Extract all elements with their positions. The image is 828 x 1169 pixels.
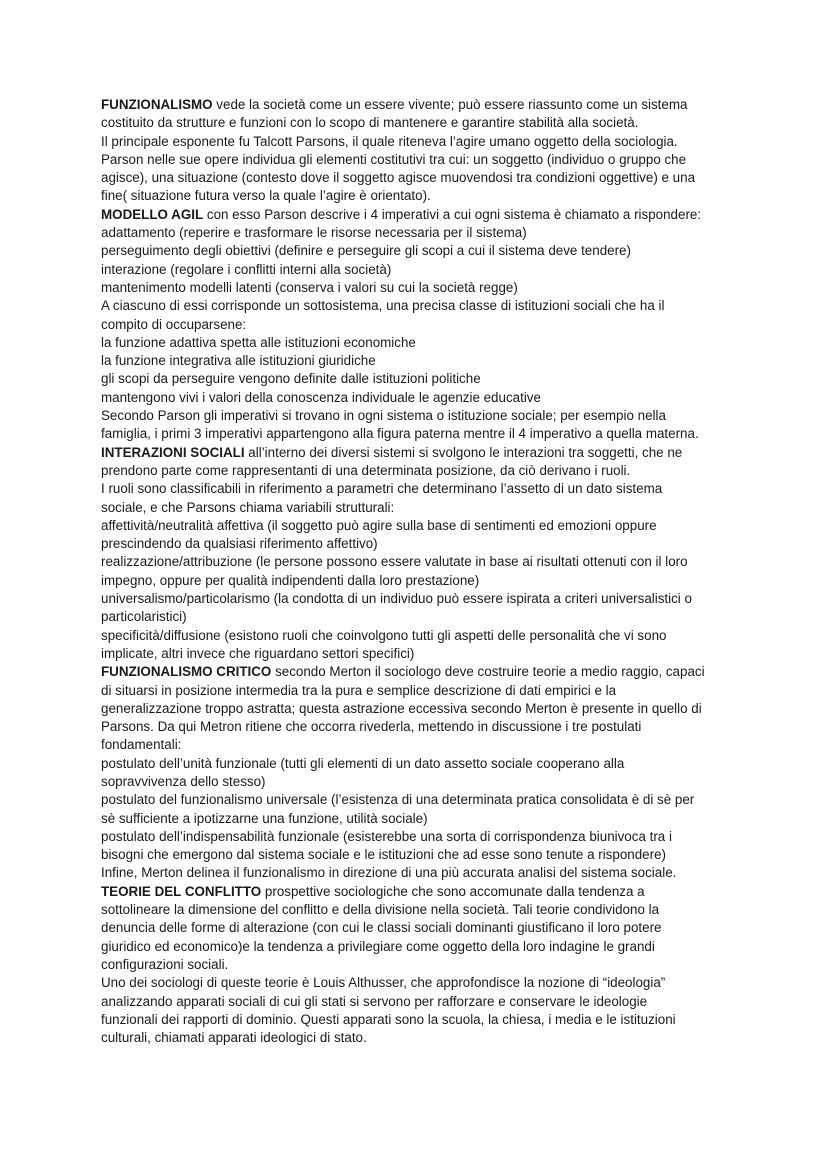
line-text: costituito da strutture e funzioni con lo scopo di mantenere e garantire stabilità alla società.	[101, 115, 639, 131]
text-line	[101, 389, 741, 407]
line-text: postulato dell’indispensabilità funzionale (esisterebbe una sorta di corrispondenza biunivoca tra i	[101, 828, 672, 844]
text-line	[101, 608, 741, 626]
text-line	[101, 791, 741, 809]
line-text: realizzazione/attribuzione (le persone possono essere valutate in base ai risultati ottenuti con il loro	[101, 554, 688, 570]
text-line	[101, 993, 741, 1011]
text-line	[101, 645, 741, 663]
text-line	[101, 572, 741, 590]
line-text: particolaristici)	[101, 609, 187, 625]
line-text: Uno dei sociologi di queste teorie è Louis Althusser, che approfondisce la nozione di “ideologia”	[101, 975, 666, 991]
text-line	[101, 224, 741, 242]
text-line	[101, 1029, 741, 1047]
text-line	[101, 956, 741, 974]
text-line	[101, 151, 741, 169]
line-text: affettività/neutralità affettiva (il soggetto può agire sulla base di sentimenti ed emozioni oppure	[101, 517, 657, 533]
text-line	[101, 755, 741, 773]
text-line	[101, 352, 741, 370]
text-line	[101, 462, 741, 480]
line-text: agisce), una situazione (contesto dove il soggetto agisce muovendosi tra condizioni oggettive) e una	[101, 170, 696, 186]
line-text: postulato dell’unità funzionale (tutti gli elementi di un dato assetto sociale cooperano alla	[101, 755, 625, 771]
line-text: denuncia delle forme di alterazione (con cui le classi sociali dominanti giustificano il loro potere	[101, 920, 662, 936]
line-text: configurazioni sociali.	[101, 956, 229, 972]
line-text: prendono parte come rappresentanti di una determinata posizione, da ciò derivano i ruoli.	[101, 462, 631, 478]
line-text: fine( situazione futura verso la quale l’agire è orientato).	[101, 188, 431, 204]
text-line	[101, 297, 741, 315]
text-line	[101, 206, 741, 224]
line-text: la funzione adattiva spetta alle istituzioni economiche	[101, 334, 416, 350]
text-line	[101, 316, 741, 334]
text-line	[101, 974, 741, 992]
line-text: perseguimento degli obiettivi (definire e perseguire gli scopi a cui il sistema deve tendere)	[101, 243, 631, 259]
line-text: Il principale esponente fu Talcott Parsons, il quale riteneva l’agire umano oggetto della sociologia.	[101, 133, 678, 149]
line-text: sottolineare la dimensione del conflitto e della divisione nella società. Tali teorie condividono la	[101, 902, 660, 918]
line-text: Secondo Parson gli imperativi si trovano in ogni sistema o istituzione sociale; per esempio nella	[101, 408, 666, 424]
line-text: analizzando apparati sociali di cui gli stati si servono per rafforzare e conservare le ideologie	[101, 993, 648, 1009]
line-text: postulato del funzionalismo universale (l’esistenza di una determinata pratica consolidata è di sè per	[101, 792, 695, 808]
line-text: impegno, oppure per qualità indipendenti dalla loro prestazione)	[101, 572, 480, 588]
text-line	[101, 1011, 741, 1029]
line-text: sè sufficiente a ipotizzarne una funzione, utilità sociale)	[101, 810, 428, 826]
text-line	[101, 242, 741, 260]
line-text: sociale, e che Parsons chiama variabili strutturali:	[101, 499, 395, 515]
text-line	[101, 425, 741, 443]
section-heading: MODELLO AGIL	[101, 206, 204, 222]
line-text: Infine, Merton delinea il funzionalismo in direzione di una più accurata analisi del sistema sociale.	[101, 865, 677, 881]
line-text: di situarsi in posizione intermedia tra la pura e semplice descrizione di dati empirici e la	[101, 682, 617, 698]
text-line	[101, 718, 741, 736]
line-text: secondo Merton il sociologo deve costruire teorie a medio raggio, capaci	[271, 664, 705, 680]
text-line	[101, 261, 741, 279]
line-text: specificità/diffusione (esistono ruoli che coinvolgono tutti gli aspetti delle personalità che vi sono	[101, 627, 667, 643]
text-line	[101, 590, 741, 608]
text-line	[101, 663, 741, 681]
text-line	[101, 627, 741, 645]
text-line	[101, 553, 741, 571]
line-text: con esso Parson descrive i 4 imperativi a cui ogni sistema è chiamato a rispondere:	[203, 206, 702, 222]
text-line	[101, 169, 741, 187]
text-line	[101, 901, 741, 919]
text-line	[101, 682, 741, 700]
text-line	[101, 114, 741, 132]
line-text: compito di occuparsene:	[101, 316, 247, 332]
line-text: generalizzazione troppo astratta; questa astrazione eccessiva secondo Merton è presente in quello di	[101, 700, 702, 716]
line-text: A ciascuno di essi corrisponde un sottosistema, una precisa classe di istituzioni sociali che ha il	[101, 298, 665, 314]
line-text: sopravvivenza dello stesso)	[101, 773, 266, 789]
text-line	[101, 846, 741, 864]
text-line	[101, 700, 741, 718]
section-heading: FUNZIONALISMO	[101, 97, 213, 112]
text-line	[101, 96, 741, 114]
line-text: fondamentali:	[101, 737, 182, 753]
text-line	[101, 133, 741, 151]
document-body	[101, 96, 741, 1047]
text-line	[101, 736, 741, 754]
text-line	[101, 828, 741, 846]
text-line	[101, 864, 741, 882]
line-text: famiglia, i primi 3 imperativi appartengono alla figura paterna mentre il 4 imperativo a quella materna.	[101, 426, 699, 442]
text-line	[101, 517, 741, 535]
text-line	[101, 499, 741, 517]
text-line	[101, 279, 741, 297]
line-text: gli scopi da perseguire vengono definite dalle istituzioni politiche	[101, 371, 481, 387]
line-text: interazione (regolare i conflitti interni alla società)	[101, 261, 392, 277]
section-heading: TEORIE DEL CONFLITTO	[101, 883, 262, 899]
line-text: universalismo/particolarismo (la condotta di un individuo può essere ispirata a criteri universalistici o	[101, 591, 692, 607]
text-line	[101, 407, 741, 425]
text-line	[101, 919, 741, 937]
line-text: Parsons. Da qui Metron ritiene che occorra rivederla, mettendo in discussione i tre postulati	[101, 719, 642, 735]
text-line	[101, 810, 741, 828]
line-text: vede la società come un essere vivente; può essere riassunto come un sistema	[212, 97, 688, 112]
line-text: giuridico ed economico)e la tendenza a privilegiare come oggetto della loro indagine le grandi	[101, 938, 655, 954]
text-line	[101, 535, 741, 553]
line-text: la funzione integrativa alle istituzioni giuridiche	[101, 353, 376, 369]
line-text: culturali, chiamati apparati ideologici di stato.	[101, 1030, 367, 1046]
text-line	[101, 370, 741, 388]
text-line	[101, 773, 741, 791]
text-line	[101, 883, 741, 901]
line-text: prescindendo da qualsiasi riferimento affettivo)	[101, 536, 378, 552]
text-line	[101, 938, 741, 956]
section-heading: FUNZIONALISMO CRITICO	[101, 664, 272, 680]
line-text: mantenimento modelli latenti (conserva i valori su cui la società regge)	[101, 279, 518, 295]
line-text: adattamento (reperire e trasformare le risorse necessaria per il sistema)	[101, 225, 527, 241]
line-text: all’interno dei diversi sistemi si svolgono le interazioni tra soggetti, che ne	[244, 444, 683, 460]
text-line	[101, 444, 741, 462]
line-text: mantengono vivi i valori della conoscenza individuale le agenzie educative	[101, 389, 541, 405]
text-line	[101, 480, 741, 498]
text-line	[101, 187, 741, 205]
line-text: I ruoli sono classificabili in riferimento a parametri che determinano l’assetto di un dato sistema	[101, 481, 663, 497]
text-line	[101, 334, 741, 352]
section-heading: INTERAZIONI SOCIALI	[101, 444, 245, 460]
line-text: bisogni che emergono dal sistema sociale e le istituzioni che ad esse sono tenute a rispondere)	[101, 847, 666, 863]
line-text: Parson nelle sue opere individua gli elementi costitutivi tra cui: un soggetto (individuo o gruppo che	[101, 151, 687, 167]
line-text: implicate, altri invece che riguardano settori specifici)	[101, 645, 415, 661]
line-text: funzionali dei rapporti di dominio. Questi apparati sono la scuola, la chiesa, i media e le istituzioni	[101, 1011, 676, 1027]
line-text: prospettive sociologiche che sono accomunate dalla tendenza a	[261, 883, 645, 899]
